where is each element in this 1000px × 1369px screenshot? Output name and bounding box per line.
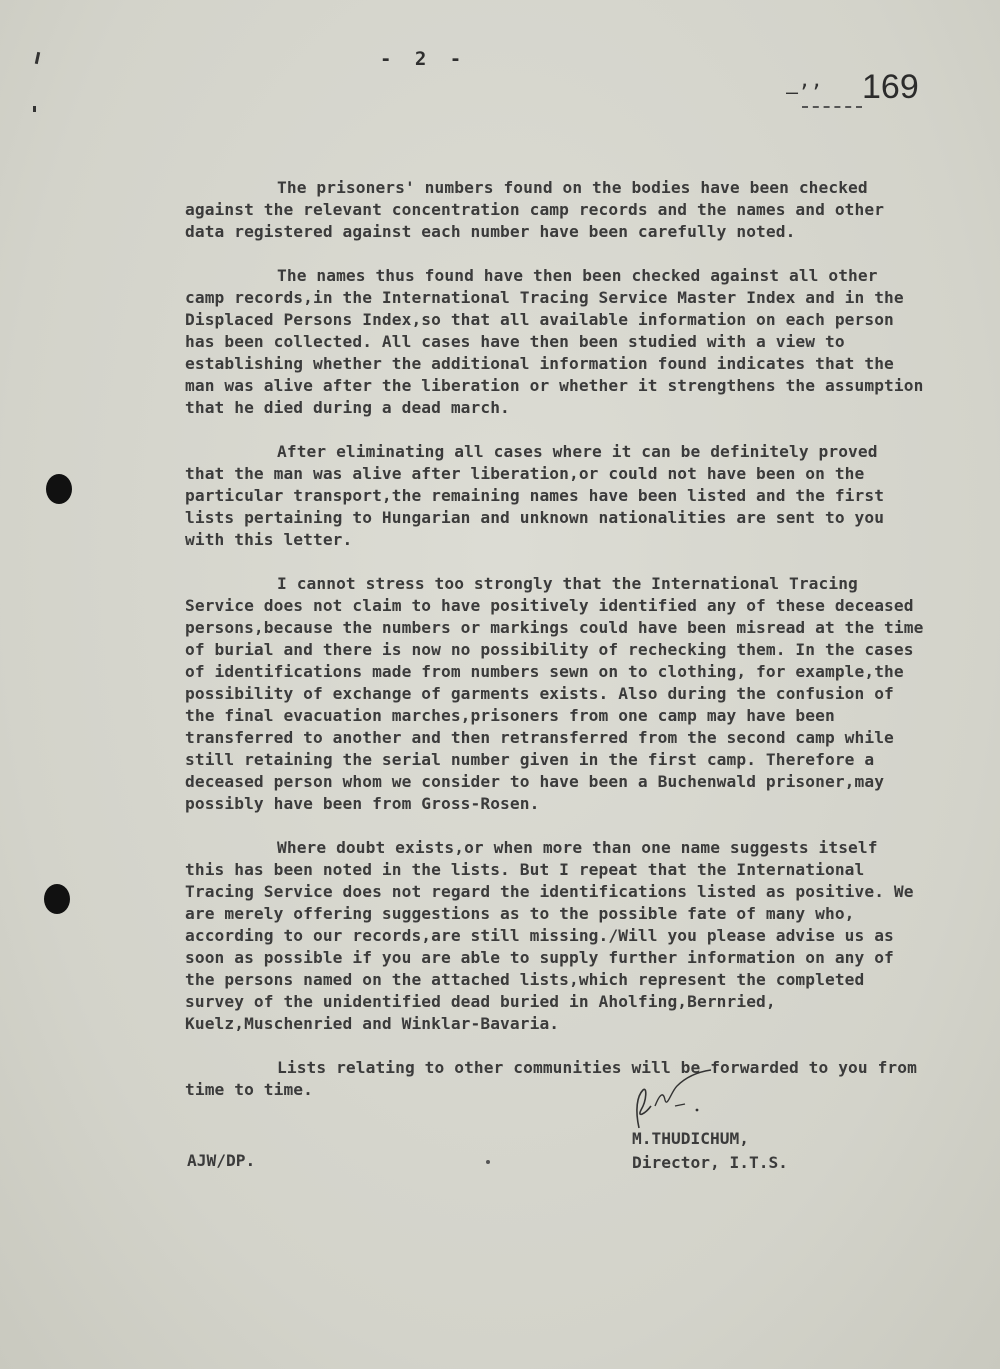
letter-body bbox=[185, 177, 925, 1123]
signatory-name: M.THUDICHUM, bbox=[632, 1129, 749, 1148]
paragraph-4: I cannot stress too strongly that the International Tracing Service does not claim to have positively identified any of these deceased persons,because the numbers or markings could have been misread at the time of burial and there is now no possibility of rechecking them. In the cases of identifications made from numbers sewn on to clothing, for example,the possibility of exchange of garments exists. Also during the confusion of the final evacuation marches,prisoners from one camp may have been transferred to another and then retransferred from the second camp while still retaining the serial number given in the first camp. Therefore a deceased person whom we consider to have been a Buchenwald prisoner,may possibly have been from Gross-Rosen. bbox=[185, 574, 924, 813]
archive-mark: –ʼʼ bbox=[786, 80, 823, 104]
punch-hole-lower bbox=[44, 884, 70, 914]
archive-underline bbox=[802, 106, 862, 108]
paragraph-3: After eliminating all cases where it can be definitely proved that the man was alive after liberation,or could not have been on the particular transport,the remaining names have been listed and the first lists pertaining to Hungarian and unknown nationalities are sent to you with this letter. bbox=[185, 442, 885, 549]
margin-mark bbox=[33, 106, 36, 112]
signature-block bbox=[632, 1127, 788, 1175]
signatory-title: Director, I.T.S. bbox=[632, 1153, 788, 1172]
paragraph-5: Where doubt exists,or when more than one name suggests itself this has been noted in the lists. But I repeat that the International Tracing Service does not regard the identifications listed as positive. We are merely offering suggestions as to the possible fate of many who, according to our records,are still missing./Will you please advise us as soon as possible if you are able to supply further information on any of the persons named on the attached lists,which represent the completed survey of the unidentified dead buried in Aholfing,Bernried, Kuelz,Muschenried and Winklar-Bavaria. bbox=[185, 838, 914, 1033]
reference-initials: AJW/DP. bbox=[187, 1151, 256, 1170]
paragraph-6: Lists relating to other communities will be forwarded to you from time to time. bbox=[185, 1058, 917, 1099]
paragraph-2: The names thus found have then been checked against all other camp records,in the International Tracing Service Master Index and in the Displaced Persons Index,so that all available information on each person has been collected. All cases have then been studied with a view to establishing whether the additional information found indicates that the man was alive after the liberation or whether it strengthens the assumption that he died during a dead march. bbox=[185, 266, 924, 417]
archive-number: 169 bbox=[862, 68, 919, 106]
handwritten-initials bbox=[625, 1066, 715, 1136]
speck bbox=[486, 1160, 490, 1164]
page-number: - 2 - bbox=[380, 48, 468, 70]
punch-hole-upper bbox=[46, 474, 72, 504]
margin-mark bbox=[35, 52, 40, 64]
paragraph-1: The prisoners' numbers found on the bodies have been checked against the relevant concentration camp records and the names and other data registered against each number have been carefully noted. bbox=[185, 178, 885, 241]
